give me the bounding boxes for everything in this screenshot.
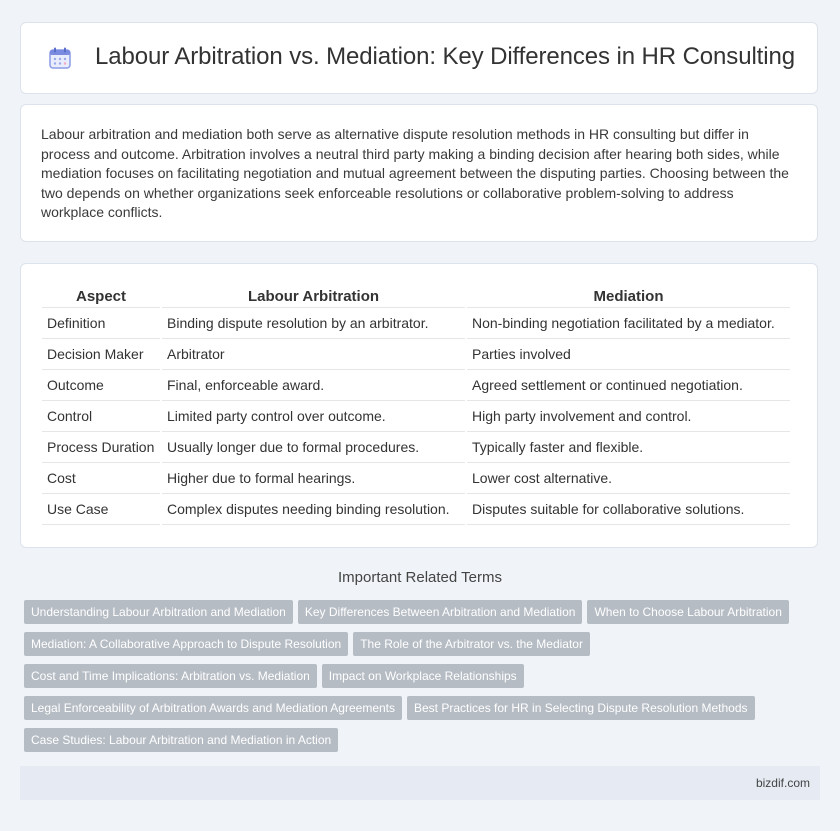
table-row: [42, 339, 790, 370]
related-term-link[interactable]: Best Practices for HR in Selecting Dispute Resolution Methods: [407, 696, 755, 720]
header-labour-arbitration: Labour Arbitration: [161, 286, 466, 308]
page-title: Labour Arbitration vs. Mediation: Key Differences in HR Consulting: [95, 43, 795, 70]
cell-aspect: Process Duration: [42, 432, 161, 463]
comparison-table: [42, 286, 790, 525]
cell-arbitration: Usually longer due to formal procedures.: [161, 432, 466, 463]
cell-aspect: Outcome: [42, 370, 161, 401]
cell-arbitration: Final, enforceable award.: [161, 370, 466, 401]
related-term-link[interactable]: Understanding Labour Arbitration and Mediation: [24, 600, 293, 624]
related-term-link[interactable]: Mediation: A Collaborative Approach to Dispute Resolution: [24, 632, 348, 656]
table-row: [42, 432, 790, 463]
cell-aspect: Definition: [42, 308, 161, 339]
cell-arbitration: Arbitrator: [161, 339, 466, 370]
cell-arbitration: Complex disputes needing binding resolution.: [161, 494, 466, 525]
cell-mediation: Lower cost alternative.: [466, 463, 790, 494]
cell-mediation: Parties involved: [466, 339, 790, 370]
related-term-link[interactable]: Key Differences Between Arbitration and Mediation: [298, 600, 583, 624]
cell-aspect: Cost: [42, 463, 161, 494]
intro-card: [20, 104, 818, 242]
cell-mediation: Agreed settlement or continued negotiation.: [466, 370, 790, 401]
footer-site-link[interactable]: bizdif.com: [755, 776, 810, 790]
related-term-link[interactable]: The Role of the Arbitrator vs. the Mediator: [353, 632, 590, 656]
cell-aspect: Use Case: [42, 494, 161, 525]
related-terms-list: [24, 600, 824, 760]
related-term-link[interactable]: Legal Enforceability of Arbitration Awards and Mediation Agreements: [24, 696, 402, 720]
cell-mediation: High party involvement and control.: [466, 401, 790, 432]
table-row: [42, 401, 790, 432]
table-row: [42, 463, 790, 494]
table-row: [42, 494, 790, 525]
cell-arbitration: Higher due to formal hearings.: [161, 463, 466, 494]
comparison-table-card: [20, 263, 818, 548]
cell-aspect: Control: [42, 401, 161, 432]
related-term-link[interactable]: Impact on Workplace Relationships: [322, 664, 524, 688]
table-row: [42, 370, 790, 401]
related-term-link[interactable]: Cost and Time Implications: Arbitration vs. Mediation: [24, 664, 317, 688]
header-mediation: Mediation: [466, 286, 790, 308]
related-term-link[interactable]: When to Choose Labour Arbitration: [587, 600, 788, 624]
cell-mediation: Typically faster and flexible.: [466, 432, 790, 463]
calendar-icon: [48, 46, 72, 70]
header-aspect: Aspect: [42, 286, 161, 308]
intro-paragraph: Labour arbitration and mediation both serve as alternative dispute resolution methods in HR consulting but differ in process and outcome. Arbitration involves a neutral third party making a binding decision after hearing both sides, while mediation focuses on facilitating negotiation and mutual agreement between the disputing parties. Choosing between the two depends on whether organizations seek enforceable resolutions or collaborative problem-solving to address workplace conflicts.: [41, 126, 789, 220]
footer: [20, 766, 820, 800]
table-row: [42, 308, 790, 339]
cell-mediation: Disputes suitable for collaborative solutions.: [466, 494, 790, 525]
cell-arbitration: Binding dispute resolution by an arbitrator.: [161, 308, 466, 339]
related-term-link[interactable]: Case Studies: Labour Arbitration and Mediation in Action: [24, 728, 338, 752]
cell-arbitration: Limited party control over outcome.: [161, 401, 466, 432]
cell-aspect: Decision Maker: [42, 339, 161, 370]
header-card: [20, 22, 818, 94]
cell-mediation: Non-binding negotiation facilitated by a mediator.: [466, 308, 790, 339]
table-header-row: [42, 286, 790, 308]
related-terms-heading: Important Related Terms: [338, 569, 502, 586]
